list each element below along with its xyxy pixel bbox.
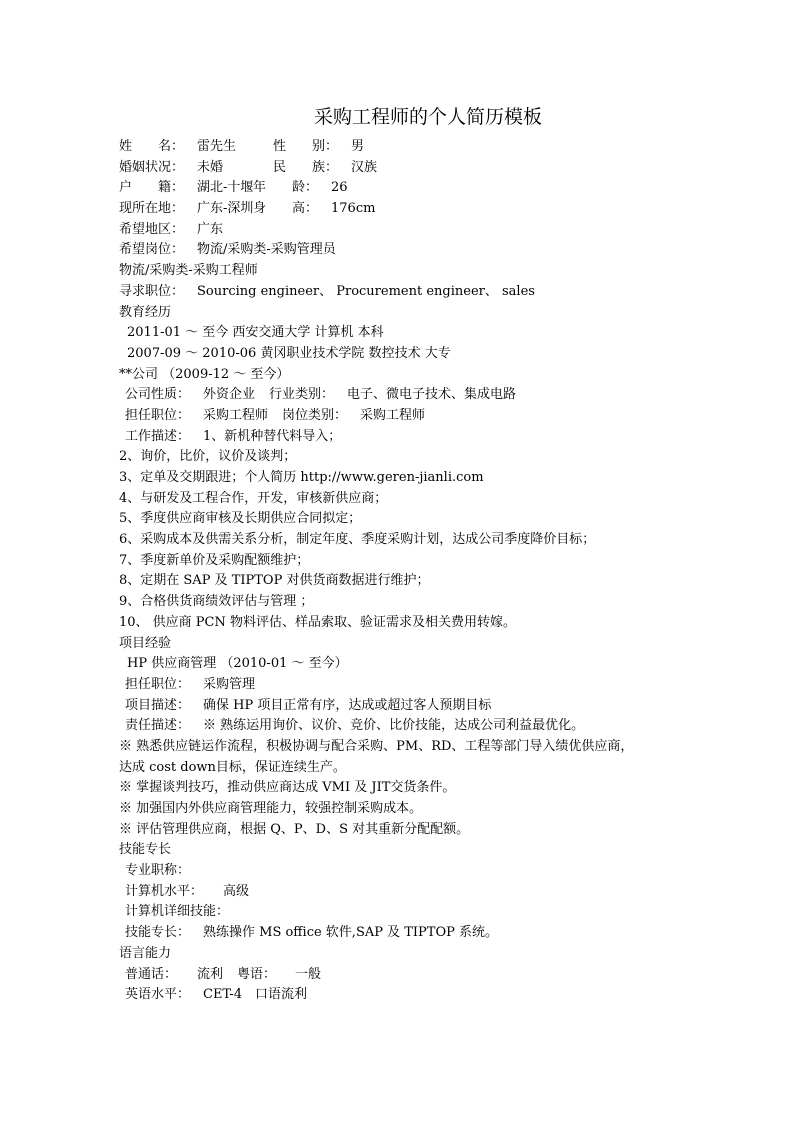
region-value: 广东 [197, 221, 224, 237]
seeking-label: 寻求职位： [119, 283, 185, 299]
row-company-nature [119, 385, 679, 406]
row-seeking [119, 282, 679, 303]
work-category-value: 采购工程师 [360, 407, 426, 423]
project-duty-item: ※ 加强国内外供应商管理能力，较强控制采购成本。 [119, 801, 423, 816]
education-item-1: 2011-01 ～ 至今 西安交通大学 计算机 本科 [127, 325, 384, 341]
work-desc-label: 工作描述： [125, 428, 191, 444]
position-label: 希望岗位： [119, 242, 185, 258]
project-role-label: 担任职位： [125, 676, 191, 692]
row-position-2 [119, 261, 679, 282]
hukou-value: 湖北-十堰 [197, 180, 254, 196]
gender-value: 男 [351, 139, 365, 154]
project-duty-first: ※ 熟练运用询价、议价、竞价、比价技能，达成公司利益最优化。 [203, 718, 585, 734]
project-heading: 项目经验 [119, 635, 172, 651]
work-desc-first: 1、新机种替代料导入； [203, 428, 342, 444]
cantonese-label: 粤语： [237, 966, 277, 982]
work-desc-item: 9、合格供货商绩效评估与管理 ； [119, 594, 314, 610]
industry-value: 电子、微电子技术、集成电路 [347, 387, 517, 403]
computer-level-label: 计算机水平： [125, 883, 204, 899]
company-nature-value: 外资企业 [203, 387, 256, 403]
project-desc-value: 确保 HP 项目正常有序，达成或超过客人预期目标 [203, 697, 492, 713]
project-duty-item: ※ 熟悉供应链运作流程，积极协调与配合采购、PM、RD、工程等部门导入绩优供应商， [119, 738, 634, 754]
name-label: 姓 名： [119, 139, 185, 154]
row-project-desc [119, 696, 679, 717]
oral-value: 口语流利 [255, 987, 308, 1003]
work-category-label: 岗位类别： [282, 407, 348, 423]
location-value: 广东-深圳 [197, 201, 254, 217]
page-title: 采购工程师的个人简历模板 [313, 106, 542, 128]
computer-level-value: 高级 [223, 883, 250, 899]
height-label: 身 高： [253, 201, 319, 217]
gender-label: 性 别： [273, 139, 339, 154]
work-desc-item: 7、季度新单价及采购配额维护； [119, 552, 310, 568]
row-skill [119, 923, 679, 944]
education-heading: 教育经历 [119, 304, 172, 320]
work-role-value: 采购工程师 [203, 407, 269, 423]
row-region [119, 220, 679, 241]
row-name-gender [119, 137, 679, 158]
name-value: 雷先生 [197, 139, 237, 154]
project-desc-label: 项目描述： [125, 697, 191, 713]
row-hukou-age [119, 178, 679, 199]
project-duty-item: 达成 cost down目标，保证连续生产。 [119, 759, 346, 775]
english-value: CET-4 [203, 987, 243, 1003]
english-label: 英语水平： [125, 987, 191, 1003]
row-computer-detail [119, 902, 679, 923]
row-english [119, 985, 679, 1006]
professional-title-label: 专业职称： [125, 863, 191, 879]
work-desc-item: 8、定期在 SAP 及 TIPTOP 对供货商数据进行维护； [119, 573, 430, 589]
row-project-role [119, 675, 679, 696]
work-desc-item: 6、采购成本及供需关系分析，制定年度、季度采购计划，达成公司季度降价目标； [119, 532, 596, 548]
seeking-value: Sourcing engineer、 Procurement engineer、 sales [197, 283, 535, 299]
age-label: 年 龄： [253, 180, 319, 196]
row-work-desc [119, 427, 679, 448]
row-professional-title [119, 861, 679, 882]
marital-value: 未婚 [197, 159, 224, 175]
row-mandarin-cantonese [119, 965, 679, 986]
work-role-label: 担任职位： [125, 407, 191, 423]
work-desc-item: 5、季度供应商审核及长期供应合同拟定； [119, 511, 362, 527]
marital-label: 婚姻状况： [119, 159, 185, 175]
row-position [119, 240, 679, 261]
ethnic-label: 民 族： [273, 159, 339, 175]
skills-heading: 技能专长 [119, 842, 172, 858]
cantonese-value: 一般 [295, 966, 322, 982]
industry-label: 行业类别： [269, 387, 335, 403]
work-desc-item: 2、询价，比价，议价及谈判； [119, 449, 297, 465]
work-desc-item: 10、 供应商 PCN 物料评估、样品索取、验证需求及相关费用转嫁。 [119, 614, 517, 630]
project-name: HP 供应商管理 （2010-01 ～ 至今） [127, 656, 348, 672]
project-duty-item: ※ 掌握谈判技巧，推动供应商达成 VMI 及 JIT交货条件。 [119, 780, 456, 796]
row-location-height [119, 199, 679, 220]
region-label: 希望地区： [119, 221, 185, 237]
position-value-2: 物流/采购类-采购工程师 [119, 263, 258, 279]
company-nature-label: 公司性质： [125, 387, 191, 403]
mandarin-value: 流利 [197, 966, 224, 982]
project-duty-label: 责任描述： [125, 718, 191, 734]
mandarin-label: 普通话： [125, 966, 178, 982]
education-item-2: 2007-09 ～ 2010-06 黄冈职业技术学院 数控技术 大专 [127, 345, 451, 361]
resume-body [119, 137, 679, 1006]
row-computer-level [119, 882, 679, 903]
skill-value: 熟练操作 MS office 软件,SAP 及 TIPTOP 系统。 [203, 925, 499, 941]
position-value: 物流/采购类-采购管理员 [197, 242, 336, 258]
row-marital-ethnic [119, 158, 679, 179]
ethnic-value: 汉族 [351, 159, 378, 175]
height-value: 176cm [331, 201, 376, 217]
row-work-role [119, 406, 679, 427]
location-label: 现所在地： [119, 201, 185, 217]
hukou-label: 户 籍： [119, 180, 185, 196]
computer-detail-label: 计算机详细技能： [125, 904, 230, 920]
project-duty-item: ※ 评估管理供应商，根据 Q、P、D、S 对其重新分配配额。 [119, 821, 470, 837]
row-project-duty [119, 716, 679, 737]
skill-label: 技能专长： [125, 925, 191, 941]
work-company: **公司 （2009-12 ～ 至今） [119, 366, 290, 382]
project-role-value: 采购管理 [203, 676, 256, 692]
age-value: 26 [331, 180, 348, 196]
work-desc-item: 3、定单及交期跟进；个人简历 http://www.geren-jianli.com [119, 470, 484, 485]
language-heading: 语言能力 [119, 945, 172, 961]
work-desc-item: 4、与研发及工程合作，开发，审核新供应商； [119, 490, 388, 506]
